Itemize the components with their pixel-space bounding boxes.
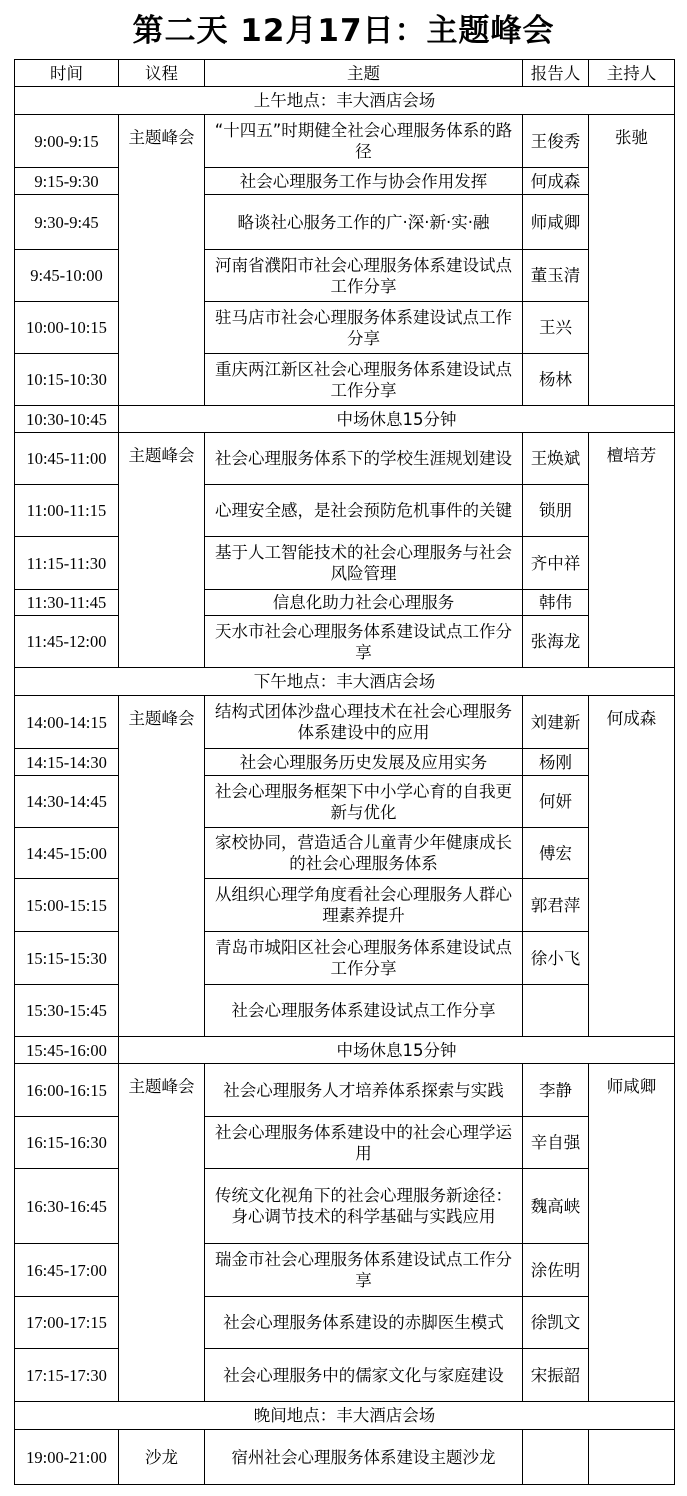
time-slot: 17:15-17:30	[15, 1349, 119, 1402]
speaker-cell: 郭君萍	[523, 879, 589, 932]
host-cell	[589, 195, 675, 250]
table-row	[15, 749, 675, 776]
session-cell	[119, 485, 205, 537]
table-row	[15, 1349, 675, 1402]
header-time: 时间	[15, 60, 119, 87]
time-slot: 14:30-14:45	[15, 776, 119, 828]
topic-cell: 从组织心理学角度看社会心理服务人群心理素养提升	[205, 879, 523, 932]
host-cell	[589, 616, 675, 668]
topic-cell: 社会心理服务体系建设中的社会心理学运用	[205, 1117, 523, 1169]
time-slot: 11:00-11:15	[15, 485, 119, 537]
evening-venue: 晚间地点：丰大酒店会场	[15, 1402, 675, 1430]
table-row	[15, 1244, 675, 1297]
speaker-cell: 魏高峡	[523, 1169, 589, 1244]
topic-cell: “十四五”时期健全社会心理服务体系的路径	[205, 115, 523, 168]
speaker-cell: 王俊秀	[523, 115, 589, 168]
topic-cell: 社会心理服务体系建设的赤脚医生模式	[205, 1297, 523, 1349]
topic-cell: 青岛市城阳区社会心理服务体系建设试点工作分享	[205, 932, 523, 985]
time-slot: 10:00-10:15	[15, 302, 119, 354]
host-cell	[589, 168, 675, 195]
time-slot: 17:00-17:15	[15, 1297, 119, 1349]
band-row-morning	[15, 87, 675, 115]
time-slot: 14:45-15:00	[15, 828, 119, 879]
session-cell: 主题峰会	[119, 115, 205, 168]
time-slot: 14:15-14:30	[15, 749, 119, 776]
table-row	[15, 1117, 675, 1169]
time-slot: 16:30-16:45	[15, 1169, 119, 1244]
time-slot: 10:45-11:00	[15, 433, 119, 485]
header-speaker: 报告人	[523, 60, 589, 87]
topic-cell: 社会心理服务体系建设试点工作分享	[205, 985, 523, 1037]
session-cell: 主题峰会	[119, 696, 205, 749]
speaker-cell: 傅宏	[523, 828, 589, 879]
table-row	[15, 250, 675, 302]
topic-cell: 社会心理服务体系下的学校生涯规划建设	[205, 433, 523, 485]
topic-cell: 社会心理服务人才培养体系探索与实践	[205, 1064, 523, 1117]
speaker-cell: 刘建新	[523, 696, 589, 749]
topic-cell: 传统文化视角下的社会心理服务新途径：身心调节技术的科学基础与实践应用	[205, 1169, 523, 1244]
host-cell	[589, 590, 675, 616]
session-cell: 主题峰会	[119, 1064, 205, 1117]
speaker-cell: 锁朋	[523, 485, 589, 537]
table-row	[15, 985, 675, 1037]
time-slot: 16:00-16:15	[15, 1064, 119, 1117]
speaker-cell: 师咸卿	[523, 195, 589, 250]
band-row-afternoon	[15, 668, 675, 696]
topic-cell: 社会心理服务中的儒家文化与家庭建设	[205, 1349, 523, 1402]
time-slot: 9:15-9:30	[15, 168, 119, 195]
host-cell	[589, 1169, 675, 1244]
table-row	[15, 828, 675, 879]
session-cell	[119, 250, 205, 302]
topic-cell: 略谈社心服务工作的广·深·新·实·融	[205, 195, 523, 250]
speaker-cell: 王焕斌	[523, 433, 589, 485]
host-cell	[589, 302, 675, 354]
break-label: 中场休息15分钟	[119, 406, 675, 433]
session-cell	[119, 1349, 205, 1402]
host-cell	[589, 537, 675, 590]
table-row	[15, 195, 675, 250]
speaker-cell: 宋振韶	[523, 1349, 589, 1402]
time-slot: 10:15-10:30	[15, 354, 119, 406]
table-row	[15, 1169, 675, 1244]
time-slot: 19:00-21:00	[15, 1430, 119, 1485]
table-row	[15, 433, 675, 485]
session-cell	[119, 195, 205, 250]
session-cell: 沙龙	[119, 1430, 205, 1485]
speaker-cell: 杨林	[523, 354, 589, 406]
session-cell	[119, 985, 205, 1037]
session-cell	[119, 1117, 205, 1169]
band-row-evening	[15, 1402, 675, 1430]
speaker-cell	[523, 1430, 589, 1485]
table-row	[15, 1297, 675, 1349]
speaker-cell: 涂佐明	[523, 1244, 589, 1297]
speaker-cell: 韩伟	[523, 590, 589, 616]
speaker-cell: 齐中祥	[523, 537, 589, 590]
break-time: 10:30-10:45	[15, 406, 119, 433]
break-time: 15:45-16:00	[15, 1037, 119, 1064]
time-slot: 11:15-11:30	[15, 537, 119, 590]
time-slot: 11:45-12:00	[15, 616, 119, 668]
topic-cell: 天水市社会心理服务体系建设试点工作分享	[205, 616, 523, 668]
host-cell	[589, 1244, 675, 1297]
session-cell	[119, 879, 205, 932]
topic-cell: 信息化助力社会心理服务	[205, 590, 523, 616]
topic-cell: 瑞金市社会心理服务体系建设试点工作分享	[205, 1244, 523, 1297]
break-row	[15, 1037, 675, 1064]
speaker-cell: 张海龙	[523, 616, 589, 668]
table-row	[15, 354, 675, 406]
session-cell	[119, 932, 205, 985]
session-cell	[119, 616, 205, 668]
header-row	[15, 60, 675, 87]
session-cell	[119, 302, 205, 354]
session-cell	[119, 590, 205, 616]
topic-cell: 社会心理服务工作与协会作用发挥	[205, 168, 523, 195]
host-cell	[589, 354, 675, 406]
time-slot: 15:00-15:15	[15, 879, 119, 932]
time-slot: 16:15-16:30	[15, 1117, 119, 1169]
session-cell	[119, 1169, 205, 1244]
table-row	[15, 1430, 675, 1485]
table-row	[15, 537, 675, 590]
time-slot: 11:30-11:45	[15, 590, 119, 616]
host-cell	[589, 776, 675, 828]
break-label: 中场休息15分钟	[119, 1037, 675, 1064]
host-cell	[589, 1297, 675, 1349]
host-cell	[589, 1117, 675, 1169]
session-cell	[119, 168, 205, 195]
table-row	[15, 485, 675, 537]
table-row	[15, 115, 675, 168]
speaker-cell: 王兴	[523, 302, 589, 354]
topic-cell: 河南省濮阳市社会心理服务体系建设试点工作分享	[205, 250, 523, 302]
host-cell: 何成森	[589, 696, 675, 749]
header-host: 主持人	[589, 60, 675, 87]
header-session: 议程	[119, 60, 205, 87]
table-row	[15, 616, 675, 668]
page-title: 第二天 12月17日：主题峰会	[132, 13, 555, 49]
time-slot: 15:15-15:30	[15, 932, 119, 985]
table-row	[15, 302, 675, 354]
speaker-cell: 徐小飞	[523, 932, 589, 985]
host-cell	[589, 1349, 675, 1402]
session-cell	[119, 1297, 205, 1349]
table-row	[15, 1064, 675, 1117]
topic-cell: 家校协同，营造适合儿童青少年健康成长的社会心理服务体系	[205, 828, 523, 879]
topic-cell: 心理安全感，是社会预防危机事件的关键	[205, 485, 523, 537]
host-cell	[589, 879, 675, 932]
table-row	[15, 590, 675, 616]
host-cell: 张驰	[589, 115, 675, 168]
time-slot: 9:00-9:15	[15, 115, 119, 168]
table-row	[15, 879, 675, 932]
session-cell	[119, 776, 205, 828]
topic-cell: 基于人工智能技术的社会心理服务与社会风险管理	[205, 537, 523, 590]
time-slot: 14:00-14:15	[15, 696, 119, 749]
session-cell	[119, 1244, 205, 1297]
morning-venue: 上午地点：丰大酒店会场	[15, 87, 675, 115]
host-cell	[589, 1430, 675, 1485]
schedule-table	[14, 59, 675, 1485]
session-cell	[119, 354, 205, 406]
speaker-cell: 辛自强	[523, 1117, 589, 1169]
host-cell: 檀培芳	[589, 433, 675, 485]
host-cell	[589, 985, 675, 1037]
session-cell: 主题峰会	[119, 433, 205, 485]
time-slot: 9:30-9:45	[15, 195, 119, 250]
topic-cell: 社会心理服务历史发展及应用实务	[205, 749, 523, 776]
host-cell	[589, 749, 675, 776]
time-slot: 15:30-15:45	[15, 985, 119, 1037]
table-row	[15, 932, 675, 985]
time-slot: 16:45-17:00	[15, 1244, 119, 1297]
session-cell	[119, 537, 205, 590]
speaker-cell: 李静	[523, 1064, 589, 1117]
host-cell	[589, 828, 675, 879]
time-slot: 9:45-10:00	[15, 250, 119, 302]
speaker-cell: 董玉清	[523, 250, 589, 302]
topic-cell: 宿州社会心理服务体系建设主题沙龙	[205, 1430, 523, 1485]
session-cell	[119, 749, 205, 776]
host-cell	[589, 485, 675, 537]
topic-cell: 结构式团体沙盘心理技术在社会心理服务体系建设中的应用	[205, 696, 523, 749]
host-cell	[589, 932, 675, 985]
speaker-cell: 徐凯文	[523, 1297, 589, 1349]
speaker-cell	[523, 985, 589, 1037]
table-row	[15, 696, 675, 749]
table-row	[15, 168, 675, 195]
host-cell: 师咸卿	[589, 1064, 675, 1117]
break-row	[15, 406, 675, 433]
topic-cell: 社会心理服务框架下中小学心育的自我更新与优化	[205, 776, 523, 828]
table-row	[15, 776, 675, 828]
speaker-cell: 杨刚	[523, 749, 589, 776]
host-cell	[589, 250, 675, 302]
header-topic: 主题	[205, 60, 523, 87]
speaker-cell: 何成森	[523, 168, 589, 195]
topic-cell: 重庆两江新区社会心理服务体系建设试点工作分享	[205, 354, 523, 406]
session-cell	[119, 828, 205, 879]
speaker-cell: 何妍	[523, 776, 589, 828]
topic-cell: 驻马店市社会心理服务体系建设试点工作分享	[205, 302, 523, 354]
afternoon-venue: 下午地点：丰大酒店会场	[15, 668, 675, 696]
